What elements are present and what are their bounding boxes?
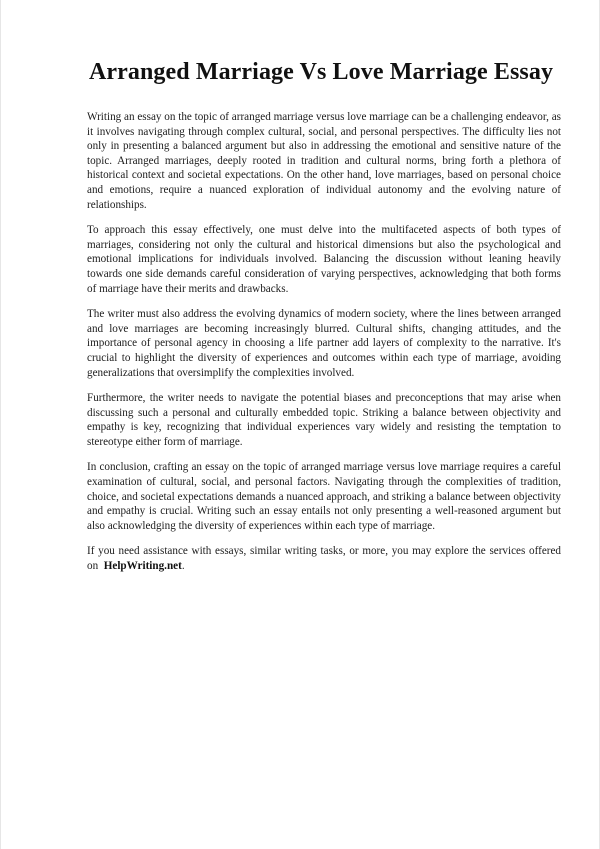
closing-period: .: [181, 560, 185, 573]
closing-text: If you need assistance with essays, similar writing tasks, or more, you may explore the services offered on: [87, 545, 561, 573]
document-body: [87, 110, 561, 585]
paragraph-4: Furthermore, the writer needs to navigate the potential biases and preconceptions that may arise when discussing such a personal and culturally embedded topic. Striking a balance between objectivity and empathy is key, recognizing that individual experiences vary widely and resisting the temptation to stereotype either form of marriage.: [87, 392, 561, 448]
paragraph-1: Writing an essay on the topic of arranged marriage versus love marriage can be a challenging endeavor, as it involves navigating through complex cultural, social, and personal perspectives. The difficulty lies not only in presenting a balanced argument but also in addressing the emotional and sensitive nature of the topic. Arranged marriages, deeply rooted in tradition and cultural norms, bring forth a plethora of historical context and societal expectations. On the other hand, love marriages, based on personal choice and emotions, require a nuanced exploration of individual autonomy and the evolving nature of relationships.: [87, 111, 561, 211]
document-title: Arranged Marriage Vs Love Marriage Essay: [88, 59, 554, 85]
paragraph-5: In conclusion, crafting an essay on the topic of arranged marriage versus love marriage requires a careful examination of cultural, social, and personal factors. Navigating through the complexities of tradition, choice, and societal expectations demands a nuanced approach, and striking a balance between objectivity and empathy is crucial. Writing such an essay entails not only presenting a well-reasoned argument but also acknowledging the diversity of experiences within each type of marriage.: [87, 461, 561, 532]
helpwriting-link[interactable]: HelpWriting.net: [103, 560, 182, 573]
closing-paragraph: [87, 544, 561, 573]
paragraph-3: The writer must also address the evolving dynamics of modern society, where the lines between arranged and love marriages are becoming increasingly blurred. Cultural shifts, changing attitudes, and the importance of personal agency in choosing a life partner add layers of complexity to the narrative. It's crucial to highlight the diversity of experiences and outcomes within each type of marriage, avoiding generalizations that oversimplify the complexities involved.: [87, 308, 561, 379]
paragraph-2: To approach this essay effectively, one must delve into the multifaceted aspects of both types of marriages, considering not only the cultural and historical dimensions but also the psychological and emotional implications for individuals involved. Balancing the discussion without leaning heavily towards one side demands careful consideration of varying perspectives, acknowledging that both forms of marriage have their merits and drawbacks.: [87, 224, 561, 295]
